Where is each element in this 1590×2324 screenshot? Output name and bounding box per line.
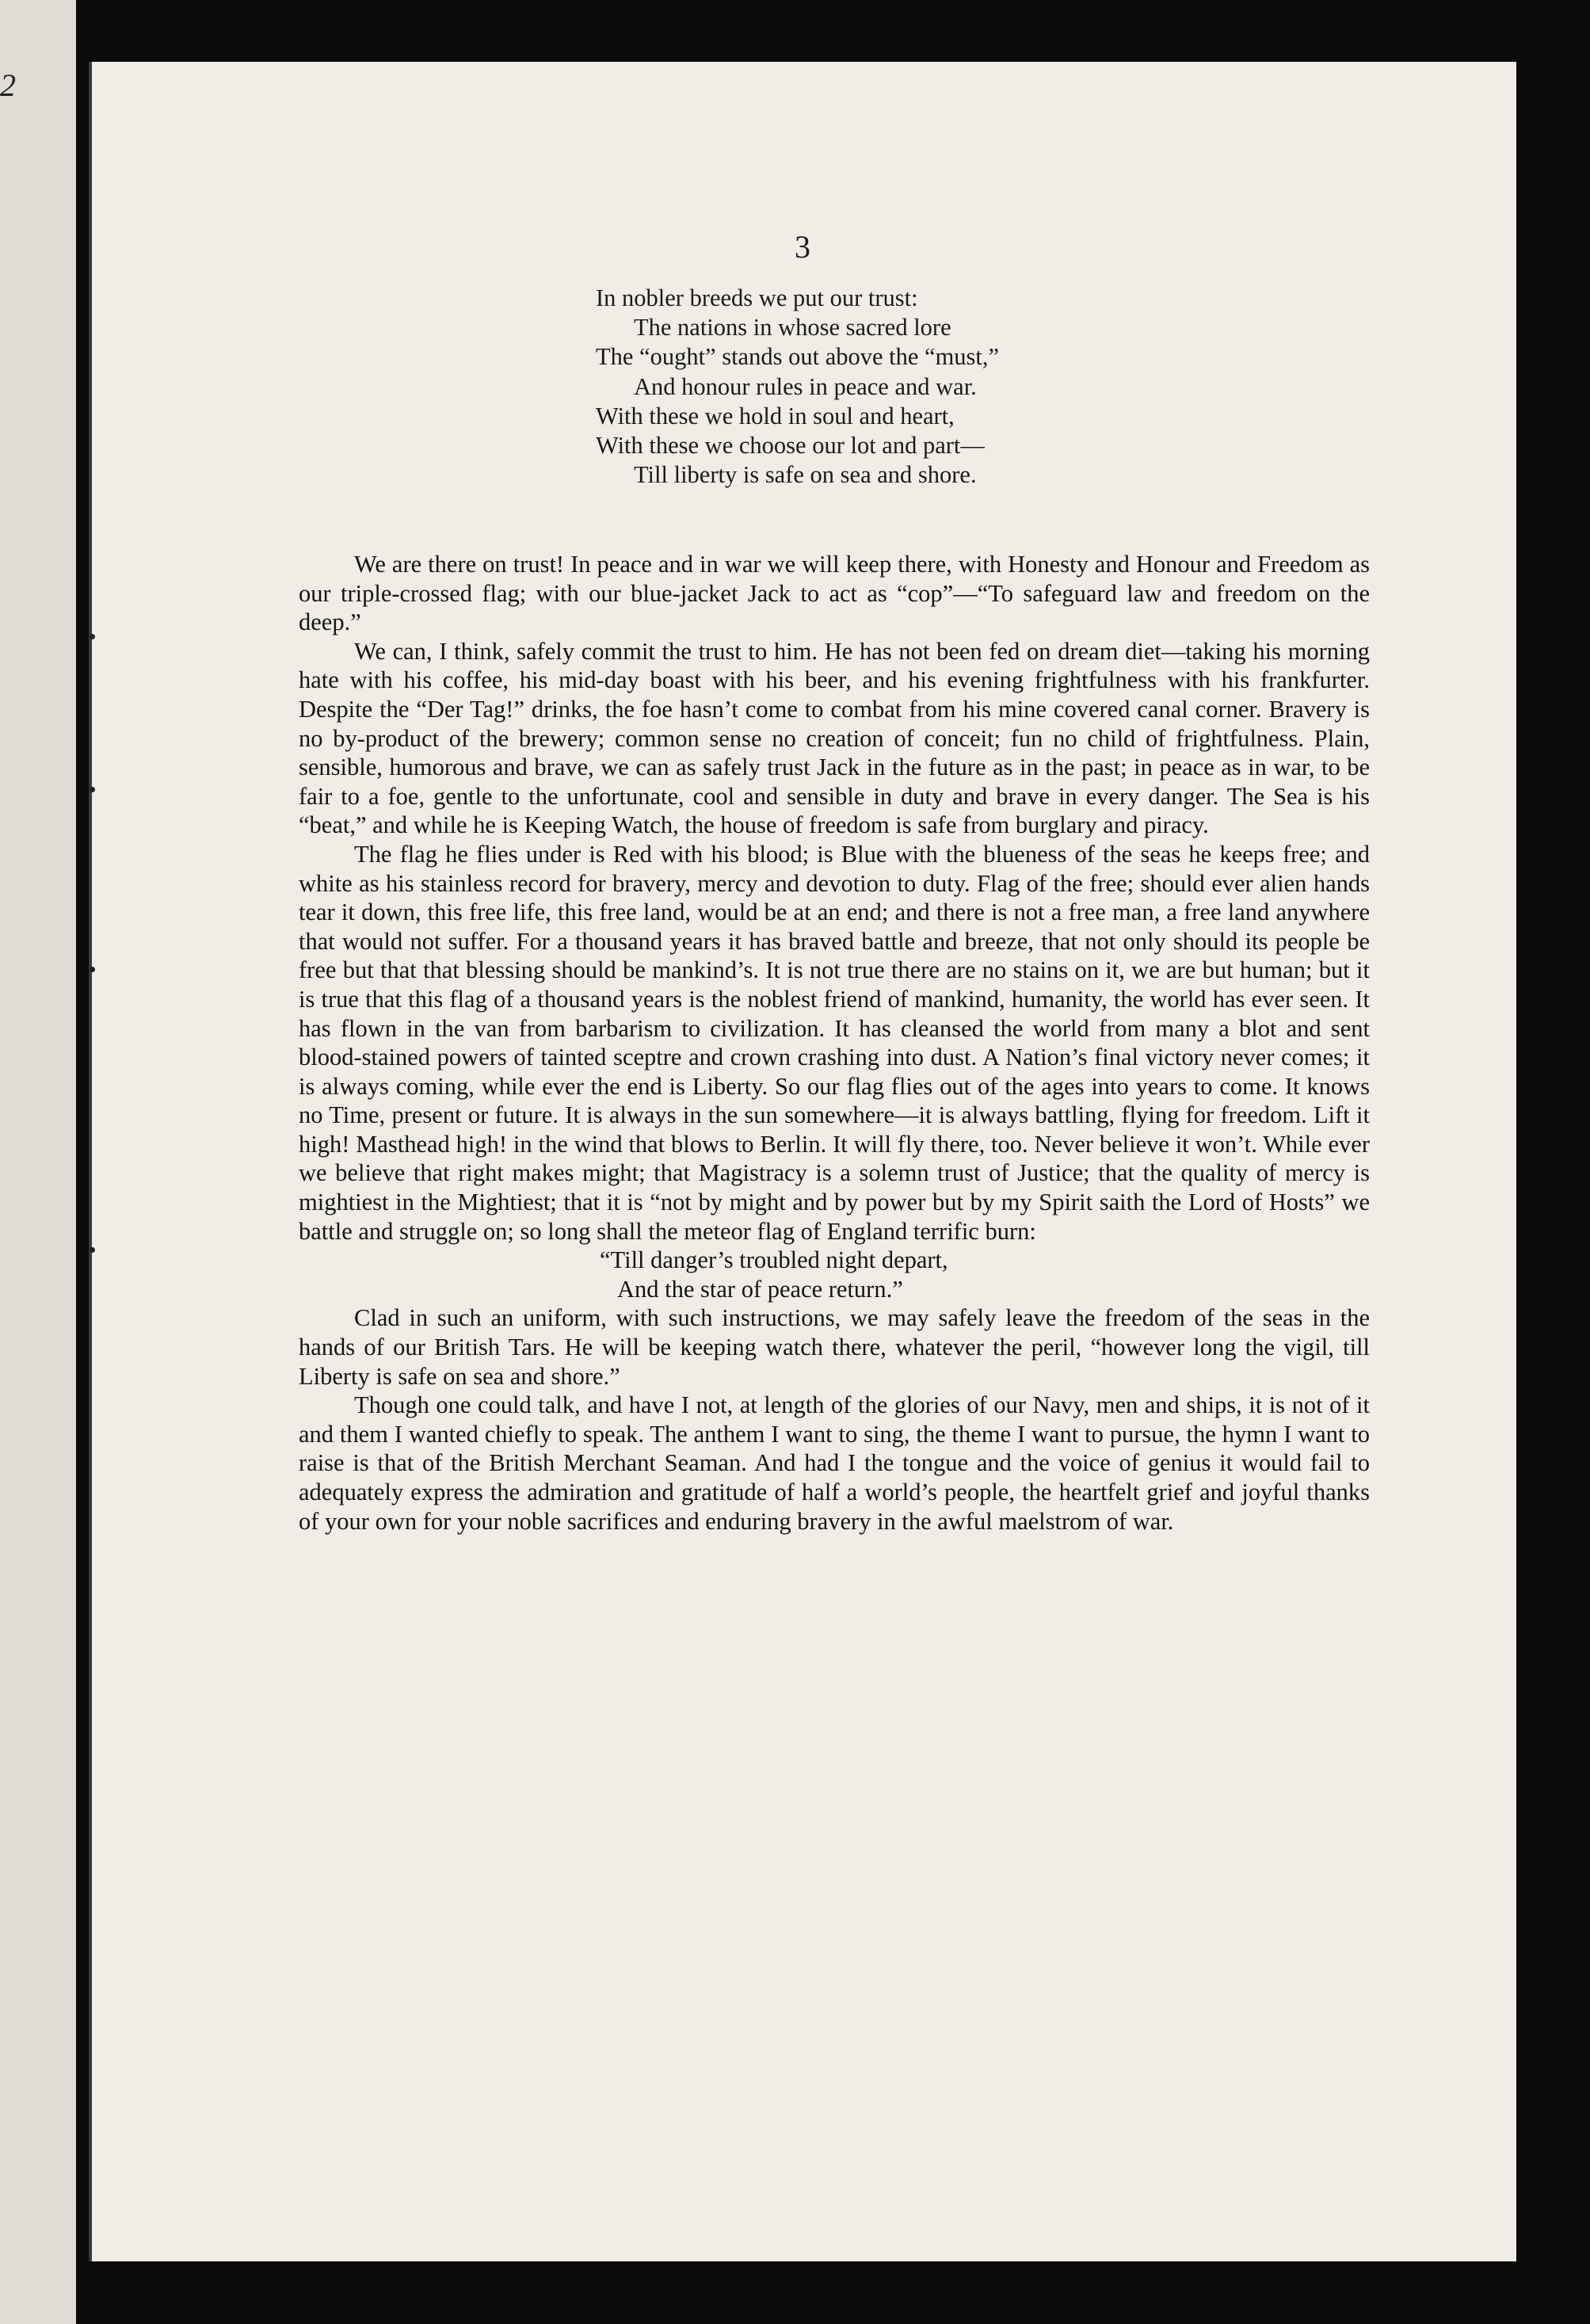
margin-dot: [90, 967, 95, 972]
paragraph-flag: The flag he flies under is Red with his blood; is Blue with the blueness of the seas he keeps free; and white as his stainless record for bravery, mercy and devotion to duty. Flag of the free; should ever alien hands tear it down, this free life, this free land, would be at an end; and there is not a free man, a free land anywhere that would not suffer. For a thousand years it has braved battle and breeze, that not only should its people be free but that that blessing should be mankind’s. It is not true there are no stains on it, we are but human; but it is true that this flag of a thousand years is the noblest friend of mankind, humanity, the world has ever seen. It has flown in the van from barbarism to civilization. It has cleansed the world from many a blot and sent blood-stained powers of tainted sceptre and crown crashing into dust. A Nation’s final victory never comes; it is always coming, while ever the end is Liberty. So our flag flies out of the ages into years to come. It knows no Time, present or future. It is always in the sun somewhere—it is always battling, flying for freedom. Lift it high! Masthead high! in the wind that blows to Berlin. It will fly there, too. Never believe it won’t. While ever we believe that right makes might; that Magistracy is a solemn trust of Justice; that the quality of mercy is mightiest in the Mightiest; that it is “not by might and by power but by my Spirit saith the Lord of Hosts” we battle and struggle on; so long shall the meteor flag of England terrific burn:: [299, 840, 1370, 1245]
paragraph-uniform: Clad in such an uniform, with such instructions, we may safely leave the freedom of the seas in the hands of our British Tars. He will be keeping watch there, whatever the peril, “however long the vigil, till Liberty is safe on sea and shore.”: [299, 1304, 1370, 1390]
binding-rule: [89, 62, 92, 2261]
poem-line: The “ought” stands out above the “must,”: [596, 343, 1000, 371]
quote-line: “Till danger’s troubled night depart,: [600, 1246, 948, 1274]
poem-line: Till liberty is safe on sea and shore.: [634, 461, 977, 489]
poem-line: In nobler breeds we put our trust:: [596, 284, 918, 311]
body-text: [299, 550, 1370, 1536]
paragraph-merchant-seaman: Though one could talk, and have I not, at length of the glories of our Navy, men and ships, it is not of it and them I wanted chiefly to speak. The anthem I want to sing, the theme I want to pursue, the hymn I want to raise is that of the British Merchant Seaman. And had I the tongue and the voice of genius it would fail to adequately express the admiration and gratitude of half a world’s people, the heartfelt grief and joyful thanks of your own for your noble sacrifices and enduring bravery in the awful maelstrom of war.: [299, 1391, 1370, 1535]
poem-line: And honour rules in peace and war.: [634, 372, 977, 400]
document-page: [89, 62, 1516, 2261]
quote-line: And the star of peace return.”: [617, 1275, 903, 1303]
block-quote: [299, 1246, 1370, 1303]
poem-line: With these we hold in soul and heart,: [596, 402, 955, 429]
poem-line: With these we choose our lot and part—: [596, 432, 985, 460]
paragraph-trust: We are there on trust! In peace and in war we will keep there, with Honesty and Honour and Freedom as our triple-crossed flag; with our blue-jacket Jack to act as “cop”—“To safeguard law and freedom on the deep.”: [299, 551, 1370, 636]
adjacent-page-strip: [0, 0, 76, 2324]
poem-stanza: [596, 284, 1309, 490]
margin-dot: [90, 1247, 95, 1253]
adjacent-page-number: 2: [0, 67, 16, 103]
margin-dot: [90, 634, 95, 639]
paragraph-jack: We can, I think, safely commit the trust to him. He has not been fed on dream diet—taking his morning hate with his coffee, his mid-day boast with his beer, and his evening frightfulness with his frankfurter. Despite the “Der Tag!” drinks, the foe hasn’t come to combat from his mine covered canal corner. Bravery is no by-product of the brewery; common sense no creation of conceit; fun no child of frightfulness. Plain, sensible, humorous and brave, we can as safely trust Jack in the future as in the past; in peace as in war, to be fair to a foe, gentle to the unfortunate, cool and sensible in duty and brave in every danger. The Sea is his “beat,” and while he is Keeping Watch, the house of freedom is safe from burglary and piracy.: [299, 637, 1370, 839]
page-number: 3: [795, 229, 810, 265]
poem-line: The nations in whose sacred lore: [634, 314, 951, 342]
margin-dot: [90, 787, 95, 792]
